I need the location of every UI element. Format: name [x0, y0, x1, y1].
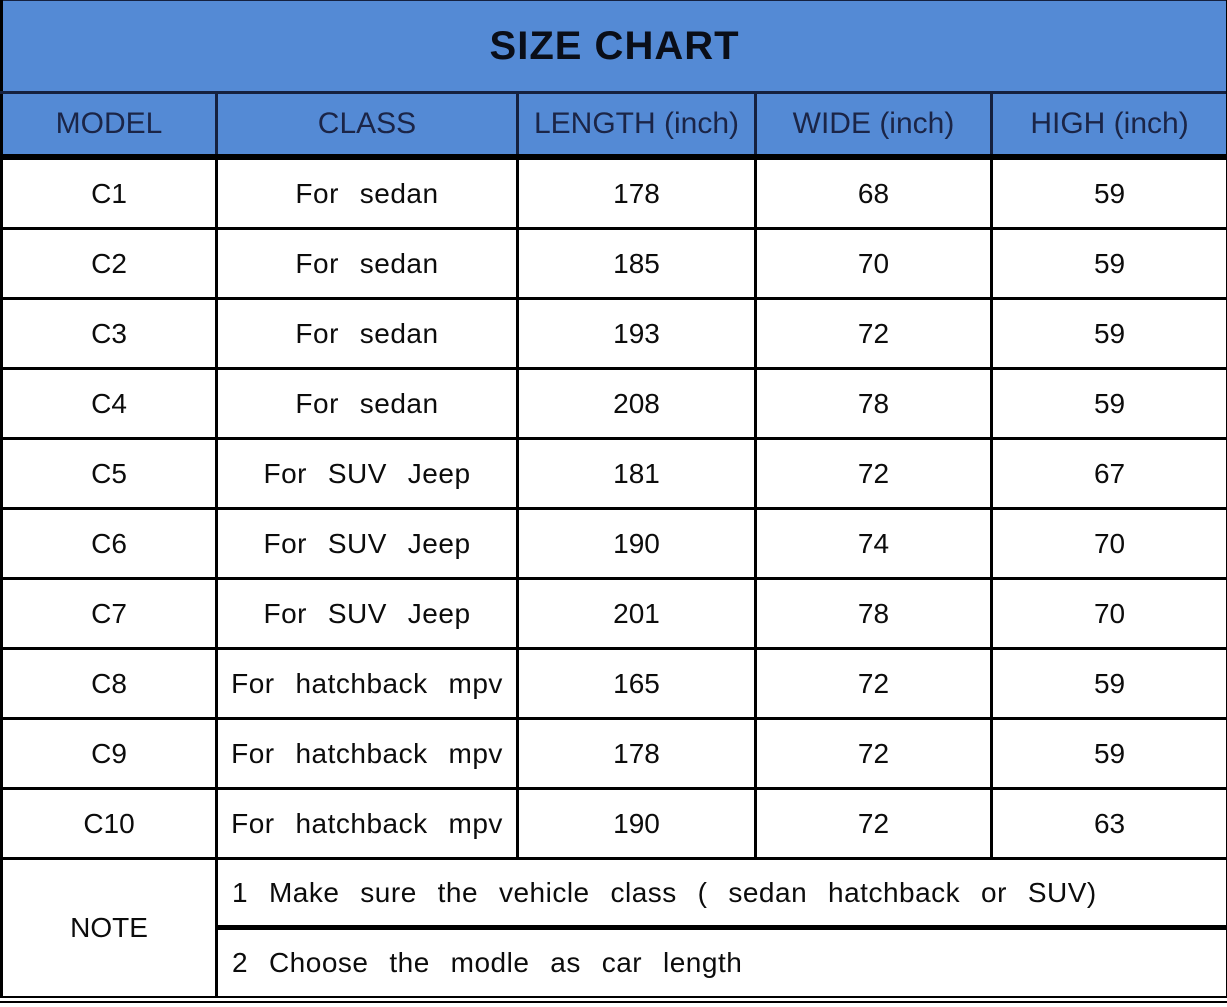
- cell-high: 59: [992, 299, 1227, 369]
- cell-model: C2: [2, 229, 217, 299]
- cell-class: For SUV Jeep: [217, 509, 518, 579]
- cell-high: 70: [992, 509, 1227, 579]
- cell-high: 70: [992, 579, 1227, 649]
- title-row: [2, 1, 1227, 93]
- cell-class: For sedan: [217, 369, 518, 439]
- cell-wide: 72: [756, 649, 992, 719]
- cell-wide: 68: [756, 157, 992, 229]
- cell-length: 201: [518, 579, 756, 649]
- cell-high: 63: [992, 789, 1227, 859]
- cell-length: 193: [518, 299, 756, 369]
- cell-model: C1: [2, 157, 217, 229]
- cell-wide: 78: [756, 579, 992, 649]
- cell-class: For hatchback mpv: [217, 719, 518, 789]
- cell-model: C9: [2, 719, 217, 789]
- cell-length: 178: [518, 719, 756, 789]
- column-header-length: LENGTH (inch): [518, 93, 756, 158]
- header-row: [2, 93, 1227, 158]
- table-row: [2, 229, 1227, 299]
- cell-model: C8: [2, 649, 217, 719]
- table-row: [2, 439, 1227, 509]
- cell-length: 181: [518, 439, 756, 509]
- column-header-high: HIGH (inch): [992, 93, 1227, 158]
- cell-model: C3: [2, 299, 217, 369]
- cell-wide: 78: [756, 369, 992, 439]
- column-header-wide: WIDE (inch): [756, 93, 992, 158]
- column-header-class: CLASS: [217, 93, 518, 158]
- cell-model: C7: [2, 579, 217, 649]
- table-row: [2, 719, 1227, 789]
- note-row: [2, 859, 1227, 928]
- cell-length: 185: [518, 229, 756, 299]
- chart-title: SIZE CHART: [2, 1, 1227, 93]
- table-row: [2, 789, 1227, 859]
- cell-length: 165: [518, 649, 756, 719]
- cell-wide: 72: [756, 789, 992, 859]
- table-row: [2, 299, 1227, 369]
- table-body: [2, 157, 1227, 859]
- cell-class: For SUV Jeep: [217, 579, 518, 649]
- cell-wide: 72: [756, 299, 992, 369]
- cell-length: 190: [518, 509, 756, 579]
- cell-high: 59: [992, 157, 1227, 229]
- cell-high: 59: [992, 719, 1227, 789]
- cell-high: 59: [992, 649, 1227, 719]
- table-row: [2, 649, 1227, 719]
- cell-high: 59: [992, 369, 1227, 439]
- cell-model: C6: [2, 509, 217, 579]
- cell-class: For SUV Jeep: [217, 439, 518, 509]
- table-row: [2, 369, 1227, 439]
- table-row: [2, 579, 1227, 649]
- cell-high: 67: [992, 439, 1227, 509]
- note-label: NOTE: [2, 859, 217, 1000]
- cell-wide: 72: [756, 439, 992, 509]
- cell-length: 190: [518, 789, 756, 859]
- cell-class: For hatchback mpv: [217, 789, 518, 859]
- cell-length: 178: [518, 157, 756, 229]
- table-row: [2, 509, 1227, 579]
- note-text-2: 2 Choose the modle as car length: [217, 928, 1227, 1000]
- cell-wide: 70: [756, 229, 992, 299]
- note-section: [2, 859, 1227, 1000]
- cell-class: For sedan: [217, 299, 518, 369]
- table-row: [2, 157, 1227, 229]
- cell-class: For sedan: [217, 229, 518, 299]
- cell-wide: 72: [756, 719, 992, 789]
- cell-class: For hatchback mpv: [217, 649, 518, 719]
- cell-high: 59: [992, 229, 1227, 299]
- cell-model: C10: [2, 789, 217, 859]
- column-header-model: MODEL: [2, 93, 217, 158]
- cell-wide: 74: [756, 509, 992, 579]
- cell-class: For sedan: [217, 157, 518, 229]
- note-text-1: 1 Make sure the vehicle class ( sedan hatchback or SUV): [217, 859, 1227, 928]
- cell-model: C4: [2, 369, 217, 439]
- cell-model: C5: [2, 439, 217, 509]
- cell-length: 208: [518, 369, 756, 439]
